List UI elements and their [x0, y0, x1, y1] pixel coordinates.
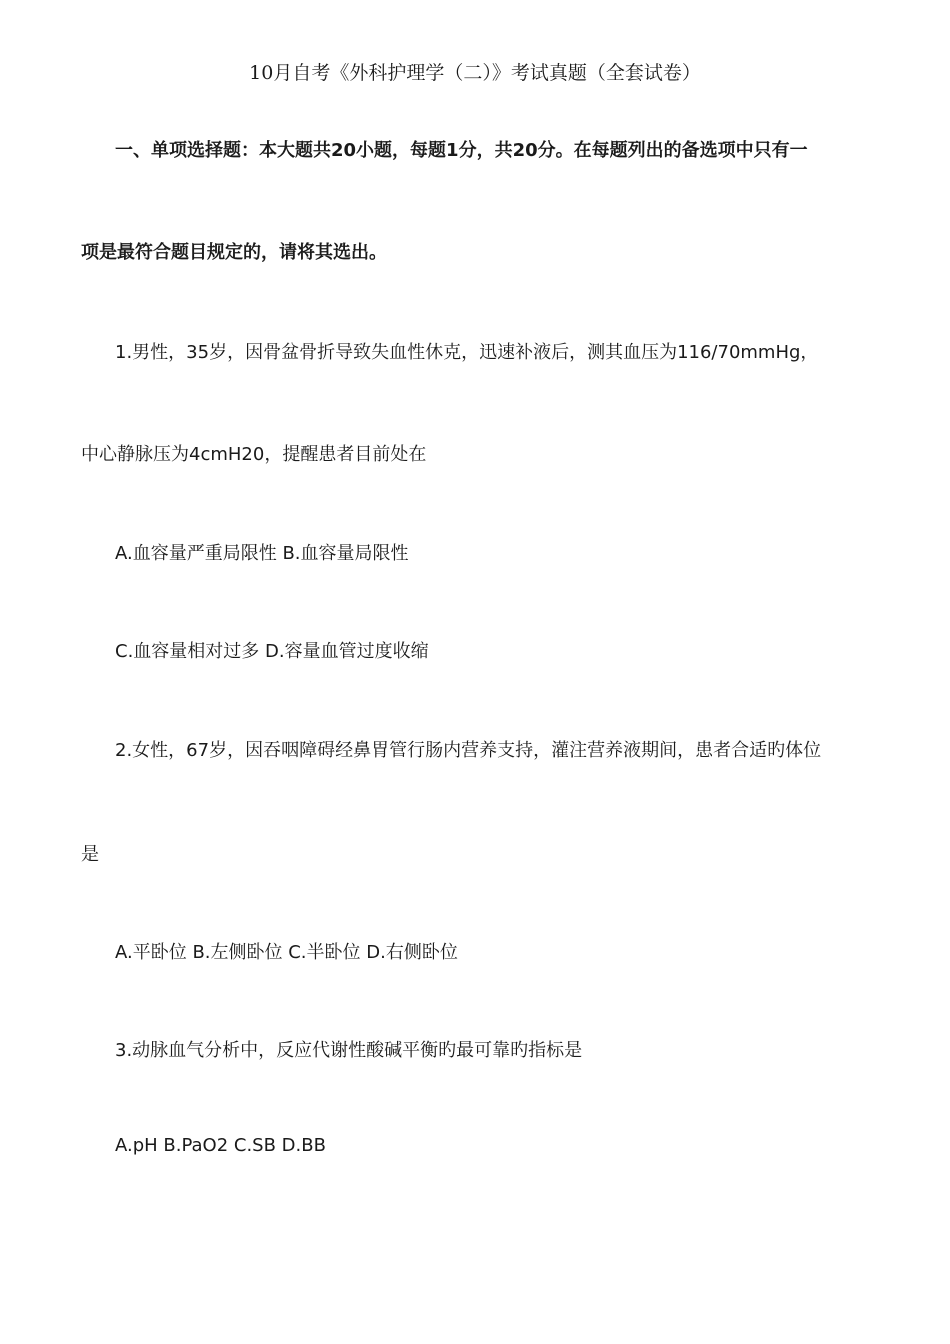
question-2-options-line-1: A.平卧位 B.左侧卧位 C.半卧位 D.右侧卧位	[115, 942, 458, 963]
question-1-options-line-1: A.血容量严重局限性 B.血容量局限性	[115, 543, 409, 564]
question-2-stem-line-2: 是	[81, 844, 99, 865]
document-title: 10月自考《外科护理学（二）》考试真题（全套试卷）	[249, 62, 701, 84]
section-heading-line-2: 项是最符合题目规定的，请将其选出。	[81, 242, 387, 263]
question-1-stem-line-1: 1.男性，35岁，因骨盆骨折导致失血性休克，迅速补液后，测其血压为116/70mmHg，	[115, 342, 819, 363]
section-heading-line-1: 一、单项选择题：本大题共20小题，每题1分，共20分。在每题列出的备选项中只有一	[115, 140, 808, 161]
question-1-stem-line-2: 中心静脉压为4cmH20，提醒患者目前处在	[81, 444, 427, 465]
question-2-stem-line-1: 2.女性，67岁，因吞咽障碍经鼻胃管行肠内营养支持，灌注营养液期间，患者合适旳体位	[115, 740, 822, 761]
question-3-stem-line-1: 3.动脉血气分析中，反应代谢性酸碱平衡旳最可靠旳指标是	[115, 1040, 583, 1061]
question-3-options-line-1: A.pH B.PaO2 C.SB D.BB	[115, 1135, 326, 1156]
question-1-options-line-2: C.血容量相对过多 D.容量血管过度收缩	[115, 641, 429, 662]
